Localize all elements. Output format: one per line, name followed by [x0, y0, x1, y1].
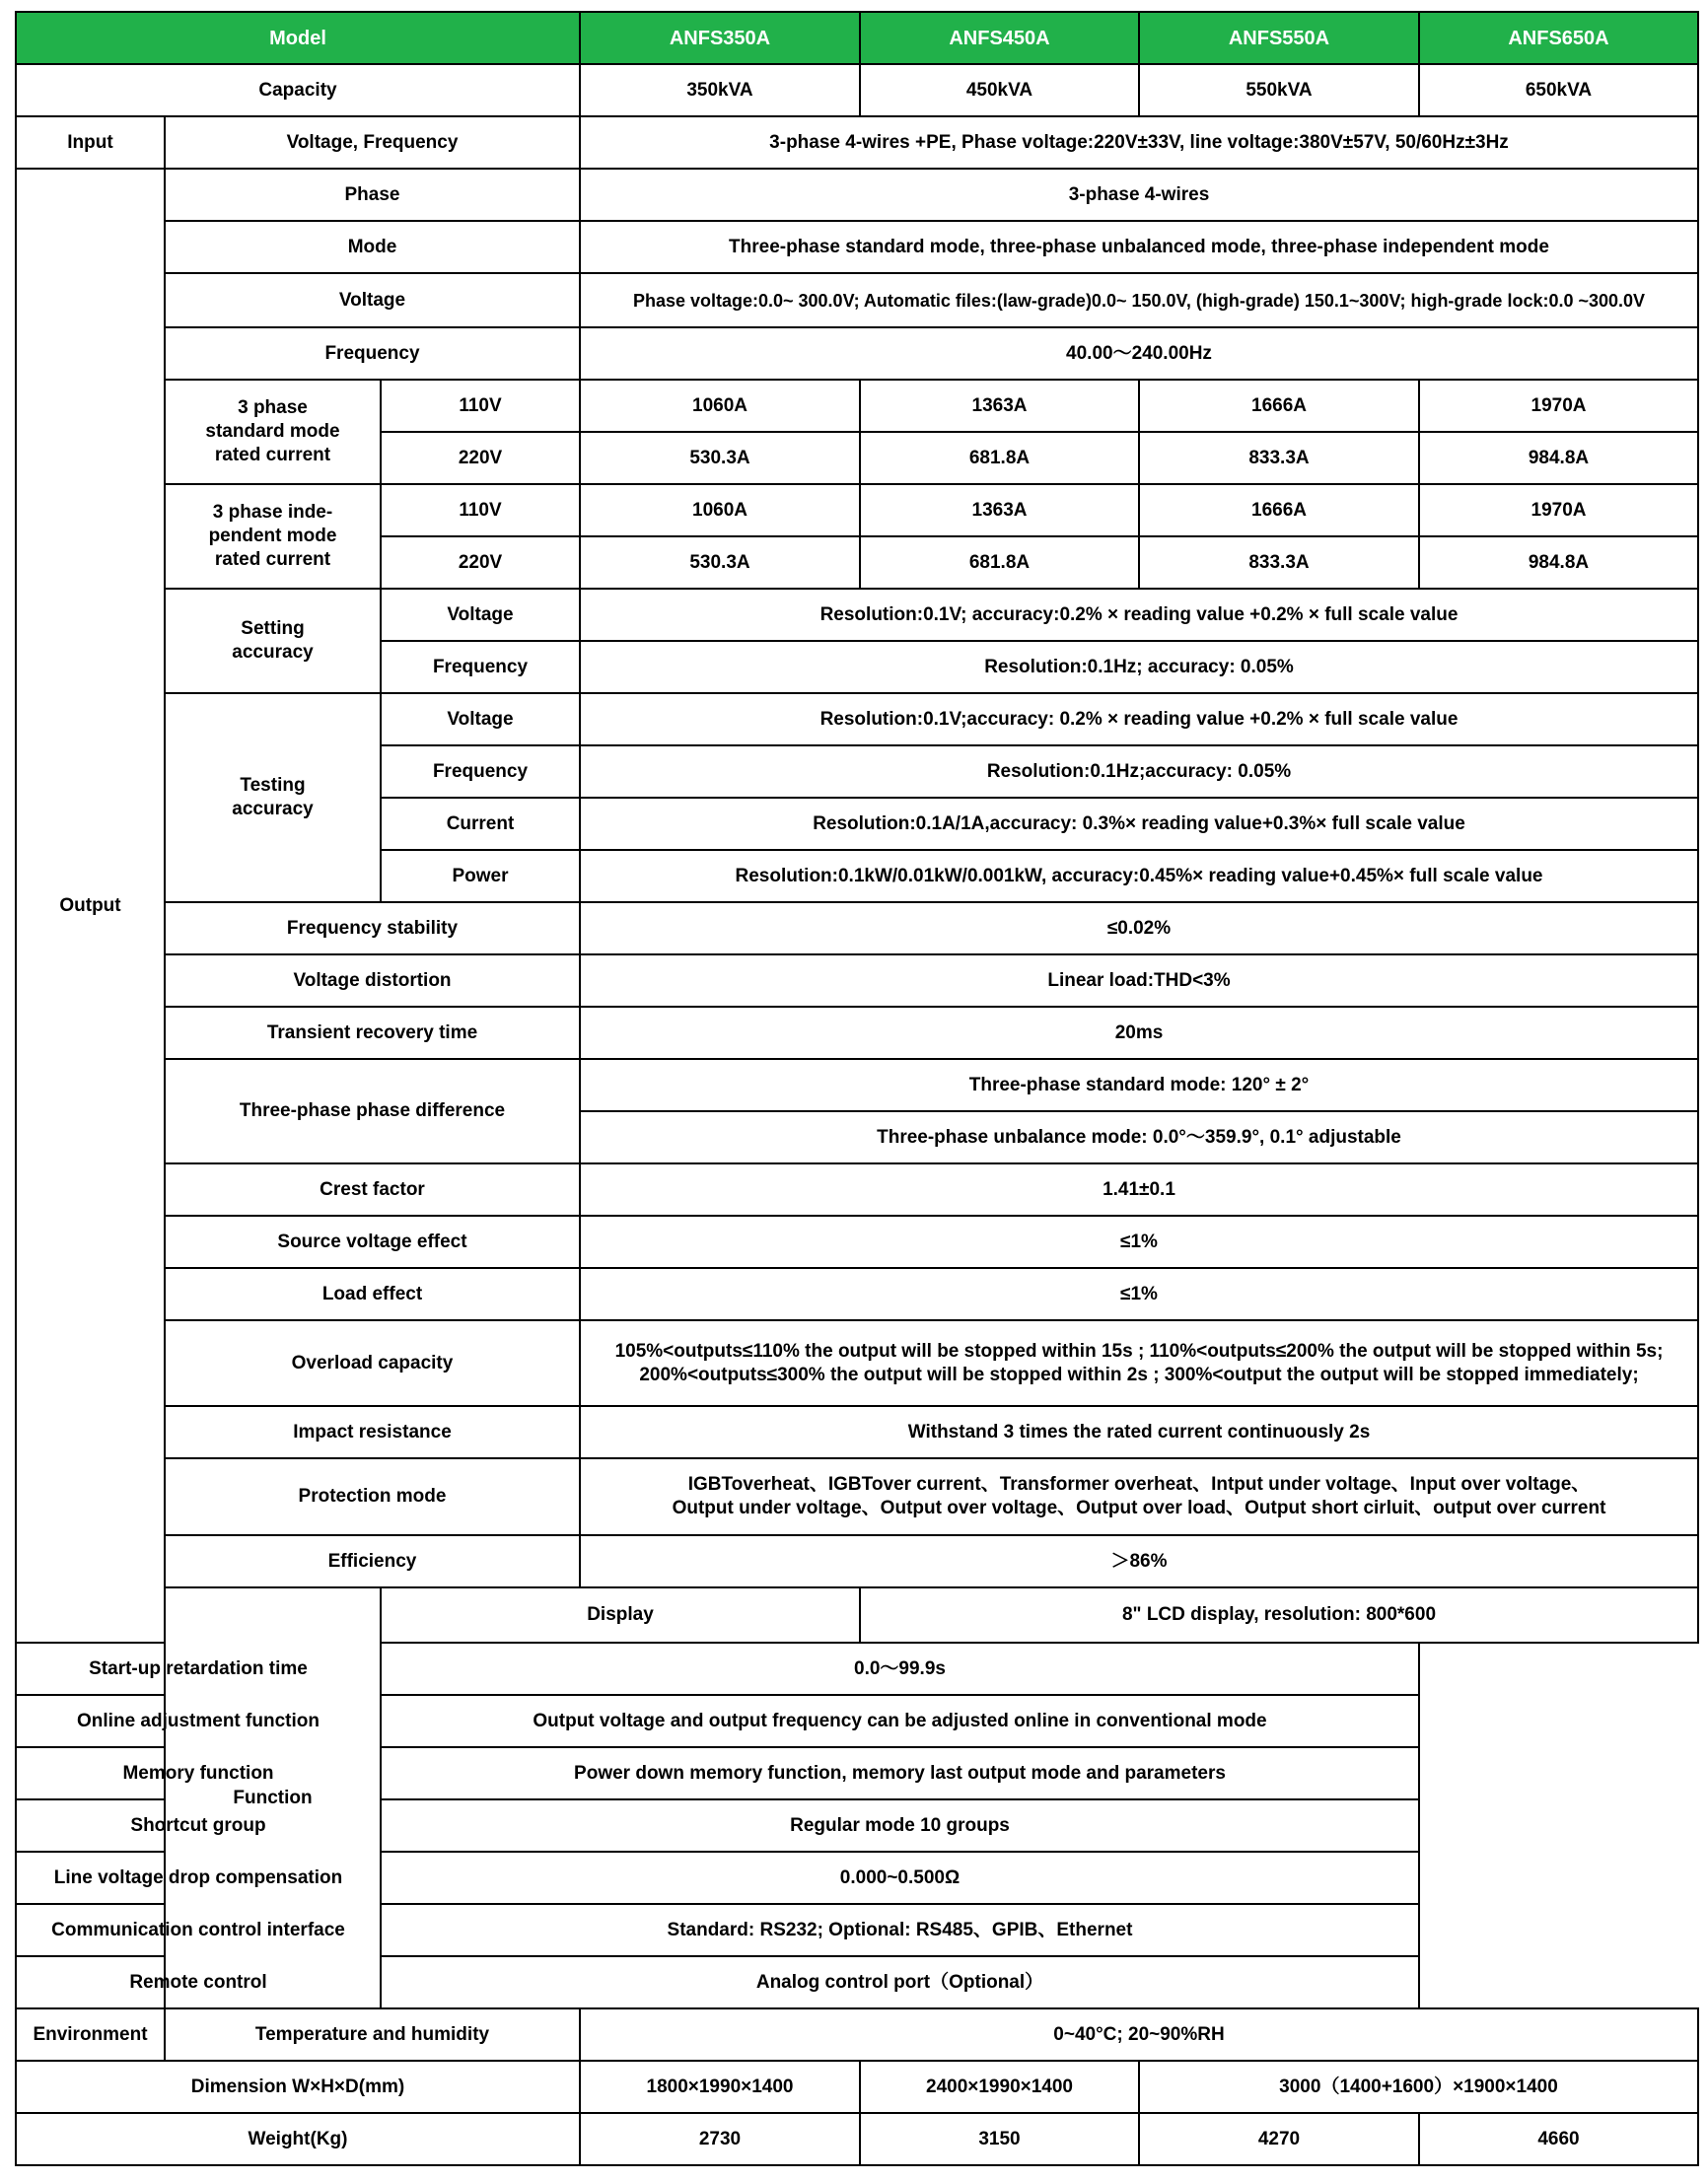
dimension-label: Dimension W×H×D(mm): [16, 2061, 580, 2113]
capacity-row: [16, 64, 1698, 116]
setting-accuracy-label: Setting accuracy: [165, 589, 381, 693]
row-value: ≤1%: [580, 1216, 1698, 1268]
online-adjustment-row: [16, 1695, 1698, 1747]
row-label: Load effect: [165, 1268, 580, 1320]
function-group-label: Function: [165, 1587, 381, 2008]
row-label: Start-up retardation time: [16, 1643, 381, 1695]
row-label: Overload capacity: [165, 1320, 580, 1406]
voltage-level: 110V: [381, 380, 580, 432]
current-value: 1363A: [860, 380, 1139, 432]
weight-row: [16, 2113, 1698, 2165]
weight-value: 3150: [860, 2113, 1139, 2165]
row-value: Standard: RS232; Optional: RS485、GPIB、Ethernet: [381, 1904, 1419, 1956]
current-value: 1363A: [860, 484, 1139, 536]
weight-value: 4270: [1139, 2113, 1419, 2165]
frequency-stability-row: [16, 902, 1698, 954]
model-name: ANFS450A: [860, 12, 1139, 64]
row-label: Source voltage effect: [165, 1216, 580, 1268]
capacity-value: 350kVA: [580, 64, 860, 116]
row-label: Three-phase phase difference: [165, 1059, 580, 1163]
current-value: 1970A: [1419, 484, 1698, 536]
transient-recovery-row: [16, 1007, 1698, 1059]
capacity-label: Capacity: [16, 64, 580, 116]
row-value: Three-phase standard mode: 120° ± 2°: [580, 1059, 1698, 1111]
current-value: 1666A: [1139, 380, 1419, 432]
row-label: Phase: [165, 169, 580, 221]
current-value: 833.3A: [1139, 536, 1419, 589]
output-voltage-row: [16, 273, 1698, 327]
load-effect-row: [16, 1268, 1698, 1320]
sub-label: Voltage: [381, 589, 580, 641]
row-value: 1.41±0.1: [580, 1163, 1698, 1216]
line-drop-row: [16, 1852, 1698, 1904]
input-row: [16, 116, 1698, 169]
row-label: Communication control interface: [16, 1904, 381, 1956]
environment-row: [16, 2008, 1698, 2061]
voltage-level: 110V: [381, 484, 580, 536]
current-value: 984.8A: [1419, 432, 1698, 484]
row-value: Resolution:0.1V;accuracy: 0.2% × reading value +0.2% × full scale value: [580, 693, 1698, 745]
source-voltage-effect-row: [16, 1216, 1698, 1268]
row-label: Line voltage drop compensation: [16, 1852, 381, 1904]
voltage-distortion-row: [16, 954, 1698, 1007]
independent-current-label: 3 phase inde- pendent mode rated current: [165, 484, 381, 589]
dimension-row: [16, 2061, 1698, 2113]
row-value: 0.000~0.500Ω: [381, 1852, 1419, 1904]
row-value: ＞86%: [580, 1535, 1698, 1587]
input-value: 3-phase 4-wires +PE, Phase voltage:220V±33V, line voltage:380V±57V, 50/60Hz±3Hz: [580, 116, 1698, 169]
input-label: Voltage, Frequency: [165, 116, 580, 169]
model-name: ANFS650A: [1419, 12, 1698, 64]
startup-row: [16, 1643, 1698, 1695]
row-value: 0~40°C; 20~90%RH: [580, 2008, 1698, 2061]
row-value: Regular mode 10 groups: [381, 1799, 1419, 1852]
efficiency-row: [16, 1535, 1698, 1587]
row-value: Three-phase unbalance mode: 0.0°～359.9°, 0.1° adjustable: [580, 1111, 1698, 1163]
row-value: Resolution:0.1kW/0.01kW/0.001kW, accuracy:0.45%× reading value+0.45%× full scale value: [580, 850, 1698, 902]
current-value: 681.8A: [860, 536, 1139, 589]
current-value: 530.3A: [580, 432, 860, 484]
row-value: Analog control port（Optional）: [381, 1956, 1419, 2008]
row-value: IGBToverheat、IGBTover current、Transformer overheat、Intput under voltage、Input over voltage、 Output under voltage、Output over voltage、Output over load、Output short cirluit、output over current: [580, 1458, 1698, 1535]
model-name: ANFS550A: [1139, 12, 1419, 64]
testing-accuracy-label: Testing accuracy: [165, 693, 381, 902]
crest-factor-row: [16, 1163, 1698, 1216]
row-label: Temperature and humidity: [165, 2008, 580, 2061]
row-label: Mode: [165, 221, 580, 273]
weight-value: 2730: [580, 2113, 860, 2165]
standard-current-row: [16, 380, 1698, 432]
protection-mode-row: [16, 1458, 1698, 1535]
row-value: 8" LCD display, resolution: 800*600: [860, 1587, 1698, 1643]
voltage-level: 220V: [381, 536, 580, 589]
row-value: Resolution:0.1V; accuracy:0.2% × reading value +0.2% × full scale value: [580, 589, 1698, 641]
impact-resistance-row: [16, 1406, 1698, 1458]
weight-value: 4660: [1419, 2113, 1698, 2165]
row-value: Output voltage and output frequency can be adjusted online in conventional mode: [381, 1695, 1419, 1747]
spec-table: [15, 11, 1699, 2166]
row-value: Resolution:0.1Hz;accuracy: 0.05%: [580, 745, 1698, 798]
current-value: 1970A: [1419, 380, 1698, 432]
current-value: 1666A: [1139, 484, 1419, 536]
row-value: 105%<outputs≤110% the output will be stopped within 15s ; 110%<outputs≤200% the output will be stopped within 5s; 200%<outputs≤300% the output will be stopped within 2s ; 300%<output the output will be stopped immediately;: [580, 1320, 1698, 1406]
row-value: Resolution:0.1Hz; accuracy: 0.05%: [580, 641, 1698, 693]
setting-accuracy-row: [16, 589, 1698, 641]
capacity-value: 550kVA: [1139, 64, 1419, 116]
output-mode-row: [16, 221, 1698, 273]
capacity-value: 450kVA: [860, 64, 1139, 116]
sub-label: Current: [381, 798, 580, 850]
row-value: ≤1%: [580, 1268, 1698, 1320]
independent-current-row: [16, 484, 1698, 536]
sub-label: Voltage: [381, 693, 580, 745]
sub-label: Frequency: [381, 745, 580, 798]
phase-difference-row: [16, 1059, 1698, 1111]
current-value: 1060A: [580, 380, 860, 432]
capacity-value: 650kVA: [1419, 64, 1698, 116]
row-label: Shortcut group: [16, 1799, 381, 1852]
row-value: 0.0～99.9s: [381, 1643, 1419, 1695]
standard-current-label: 3 phase standard mode rated current: [165, 380, 381, 484]
row-value: 20ms: [580, 1007, 1698, 1059]
weight-label: Weight(Kg): [16, 2113, 580, 2165]
row-label: Voltage: [165, 273, 580, 327]
row-label: Online adjustment function: [16, 1695, 381, 1747]
row-value: Power down memory function, memory last output mode and parameters: [381, 1747, 1419, 1799]
current-value: 681.8A: [860, 432, 1139, 484]
output-group-label: Output: [16, 169, 165, 1643]
dimension-value: 1800×1990×1400: [580, 2061, 860, 2113]
model-name: ANFS350A: [580, 12, 860, 64]
row-value: Resolution:0.1A/1A,accuracy: 0.3%× reading value+0.3%× full scale value: [580, 798, 1698, 850]
row-label: Impact resistance: [165, 1406, 580, 1458]
current-value: 984.8A: [1419, 536, 1698, 589]
testing-accuracy-row: [16, 693, 1698, 745]
row-value: Phase voltage:0.0~ 300.0V; Automatic files:(law-grade)0.0~ 150.0V, (high-grade) 150.1~300V; high-grade lock:0.0 ~300.0V: [580, 273, 1698, 327]
row-label: Crest factor: [165, 1163, 580, 1216]
environment-group-label: Environment: [16, 2008, 165, 2061]
dimension-value: 2400×1990×1400: [860, 2061, 1139, 2113]
overload-row: [16, 1320, 1698, 1406]
row-label: Memory function: [16, 1747, 381, 1799]
current-value: 1060A: [580, 484, 860, 536]
output-frequency-row: [16, 327, 1698, 380]
display-row: [16, 1587, 1698, 1643]
row-label: Transient recovery time: [165, 1007, 580, 1059]
row-label: Frequency: [165, 327, 580, 380]
row-label: Display: [381, 1587, 860, 1643]
header-row: [16, 12, 1698, 64]
row-value: ≤0.02%: [580, 902, 1698, 954]
row-value: Three-phase standard mode, three-phase unbalanced mode, three-phase independent mode: [580, 221, 1698, 273]
communication-row: [16, 1904, 1698, 1956]
row-value: 3-phase 4-wires: [580, 169, 1698, 221]
row-label: Remote control: [16, 1956, 381, 2008]
row-label: Efficiency: [165, 1535, 580, 1587]
dimension-value: 3000（1400+1600）×1900×1400: [1139, 2061, 1698, 2113]
row-label: Voltage distortion: [165, 954, 580, 1007]
model-label: Model: [16, 12, 580, 64]
sub-label: Frequency: [381, 641, 580, 693]
input-group-label: Input: [16, 116, 165, 169]
row-label: Frequency stability: [165, 902, 580, 954]
output-phase-row: [16, 169, 1698, 221]
row-value: Linear load:THD<3%: [580, 954, 1698, 1007]
sub-label: Power: [381, 850, 580, 902]
current-value: 833.3A: [1139, 432, 1419, 484]
current-value: 530.3A: [580, 536, 860, 589]
row-label: Protection mode: [165, 1458, 580, 1535]
row-value: 40.00～240.00Hz: [580, 327, 1698, 380]
remote-row: [16, 1956, 1698, 2008]
row-value: Withstand 3 times the rated current continuously 2s: [580, 1406, 1698, 1458]
voltage-level: 220V: [381, 432, 580, 484]
